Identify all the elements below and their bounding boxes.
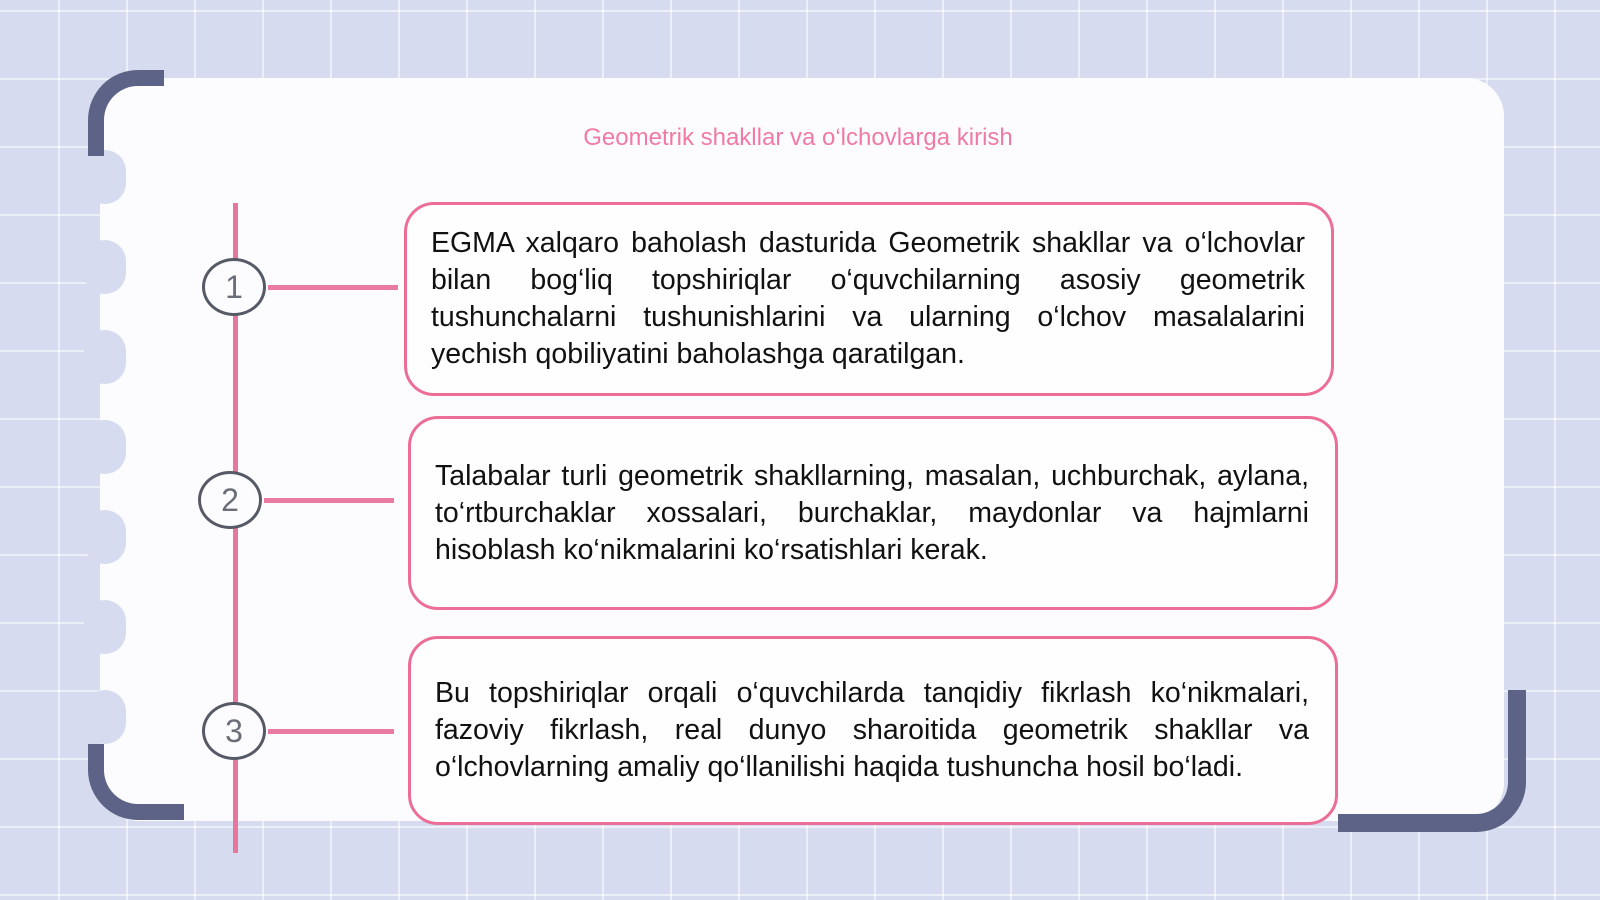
- frame-corner-bottom-left: [88, 744, 184, 820]
- info-card-3: [408, 636, 1338, 825]
- binder-notch: [84, 240, 126, 294]
- info-card-1: [404, 202, 1334, 396]
- step-number-2: 2: [198, 471, 262, 529]
- slide-title-text: Geometrik shakllar va o‘lchovlarga kirish: [583, 124, 1013, 151]
- step-number-1: 1: [202, 258, 266, 316]
- info-card-2-text: Talabalar turli geometrik shakllarning, masalan, uchburchak, aylana, to‘rtburchaklar xossalari, burchaklar, maydonlar va hajmlarni hisoblash ko‘nikmalarini ko‘rsatishlari kerak.: [435, 459, 1309, 566]
- binder-notch: [84, 150, 126, 204]
- timeline-connector-3: [268, 729, 394, 734]
- timeline-connector-2: [264, 498, 394, 503]
- binder-notch: [84, 600, 126, 654]
- info-card-1-text: EGMA xalqaro baholash dasturida Geometrik shakllar va o‘lchovlar bilan bog‘liq topshiriqlar o‘quvchilarning asosiy geometrik tushunchalarni tushunishlarini va ularning o‘lchov masalalarini yechish qobiliyatini baholashga qaratilgan.: [431, 227, 1305, 370]
- timeline-connector-1: [268, 285, 398, 290]
- slide-title: [0, 124, 1600, 152]
- binder-notch: [84, 330, 126, 384]
- info-card-2: [408, 416, 1338, 610]
- binder-notch: [84, 510, 126, 564]
- step-number-3: 3: [202, 702, 266, 760]
- frame-corner-bottom-right: [1338, 690, 1526, 832]
- binder-notch: [84, 420, 126, 474]
- binder-notch: [84, 690, 126, 744]
- info-card-3-text: Bu topshiriqlar orqali o‘quvchilarda tanqidiy fikrlash ko‘nikmalari, fazoviy fikrlash, real dunyo sharoitida geometrik shakllar va o‘lchovlarning amaliy qo‘llanilishi haqida tushuncha hosil bo‘ladi.: [435, 677, 1309, 783]
